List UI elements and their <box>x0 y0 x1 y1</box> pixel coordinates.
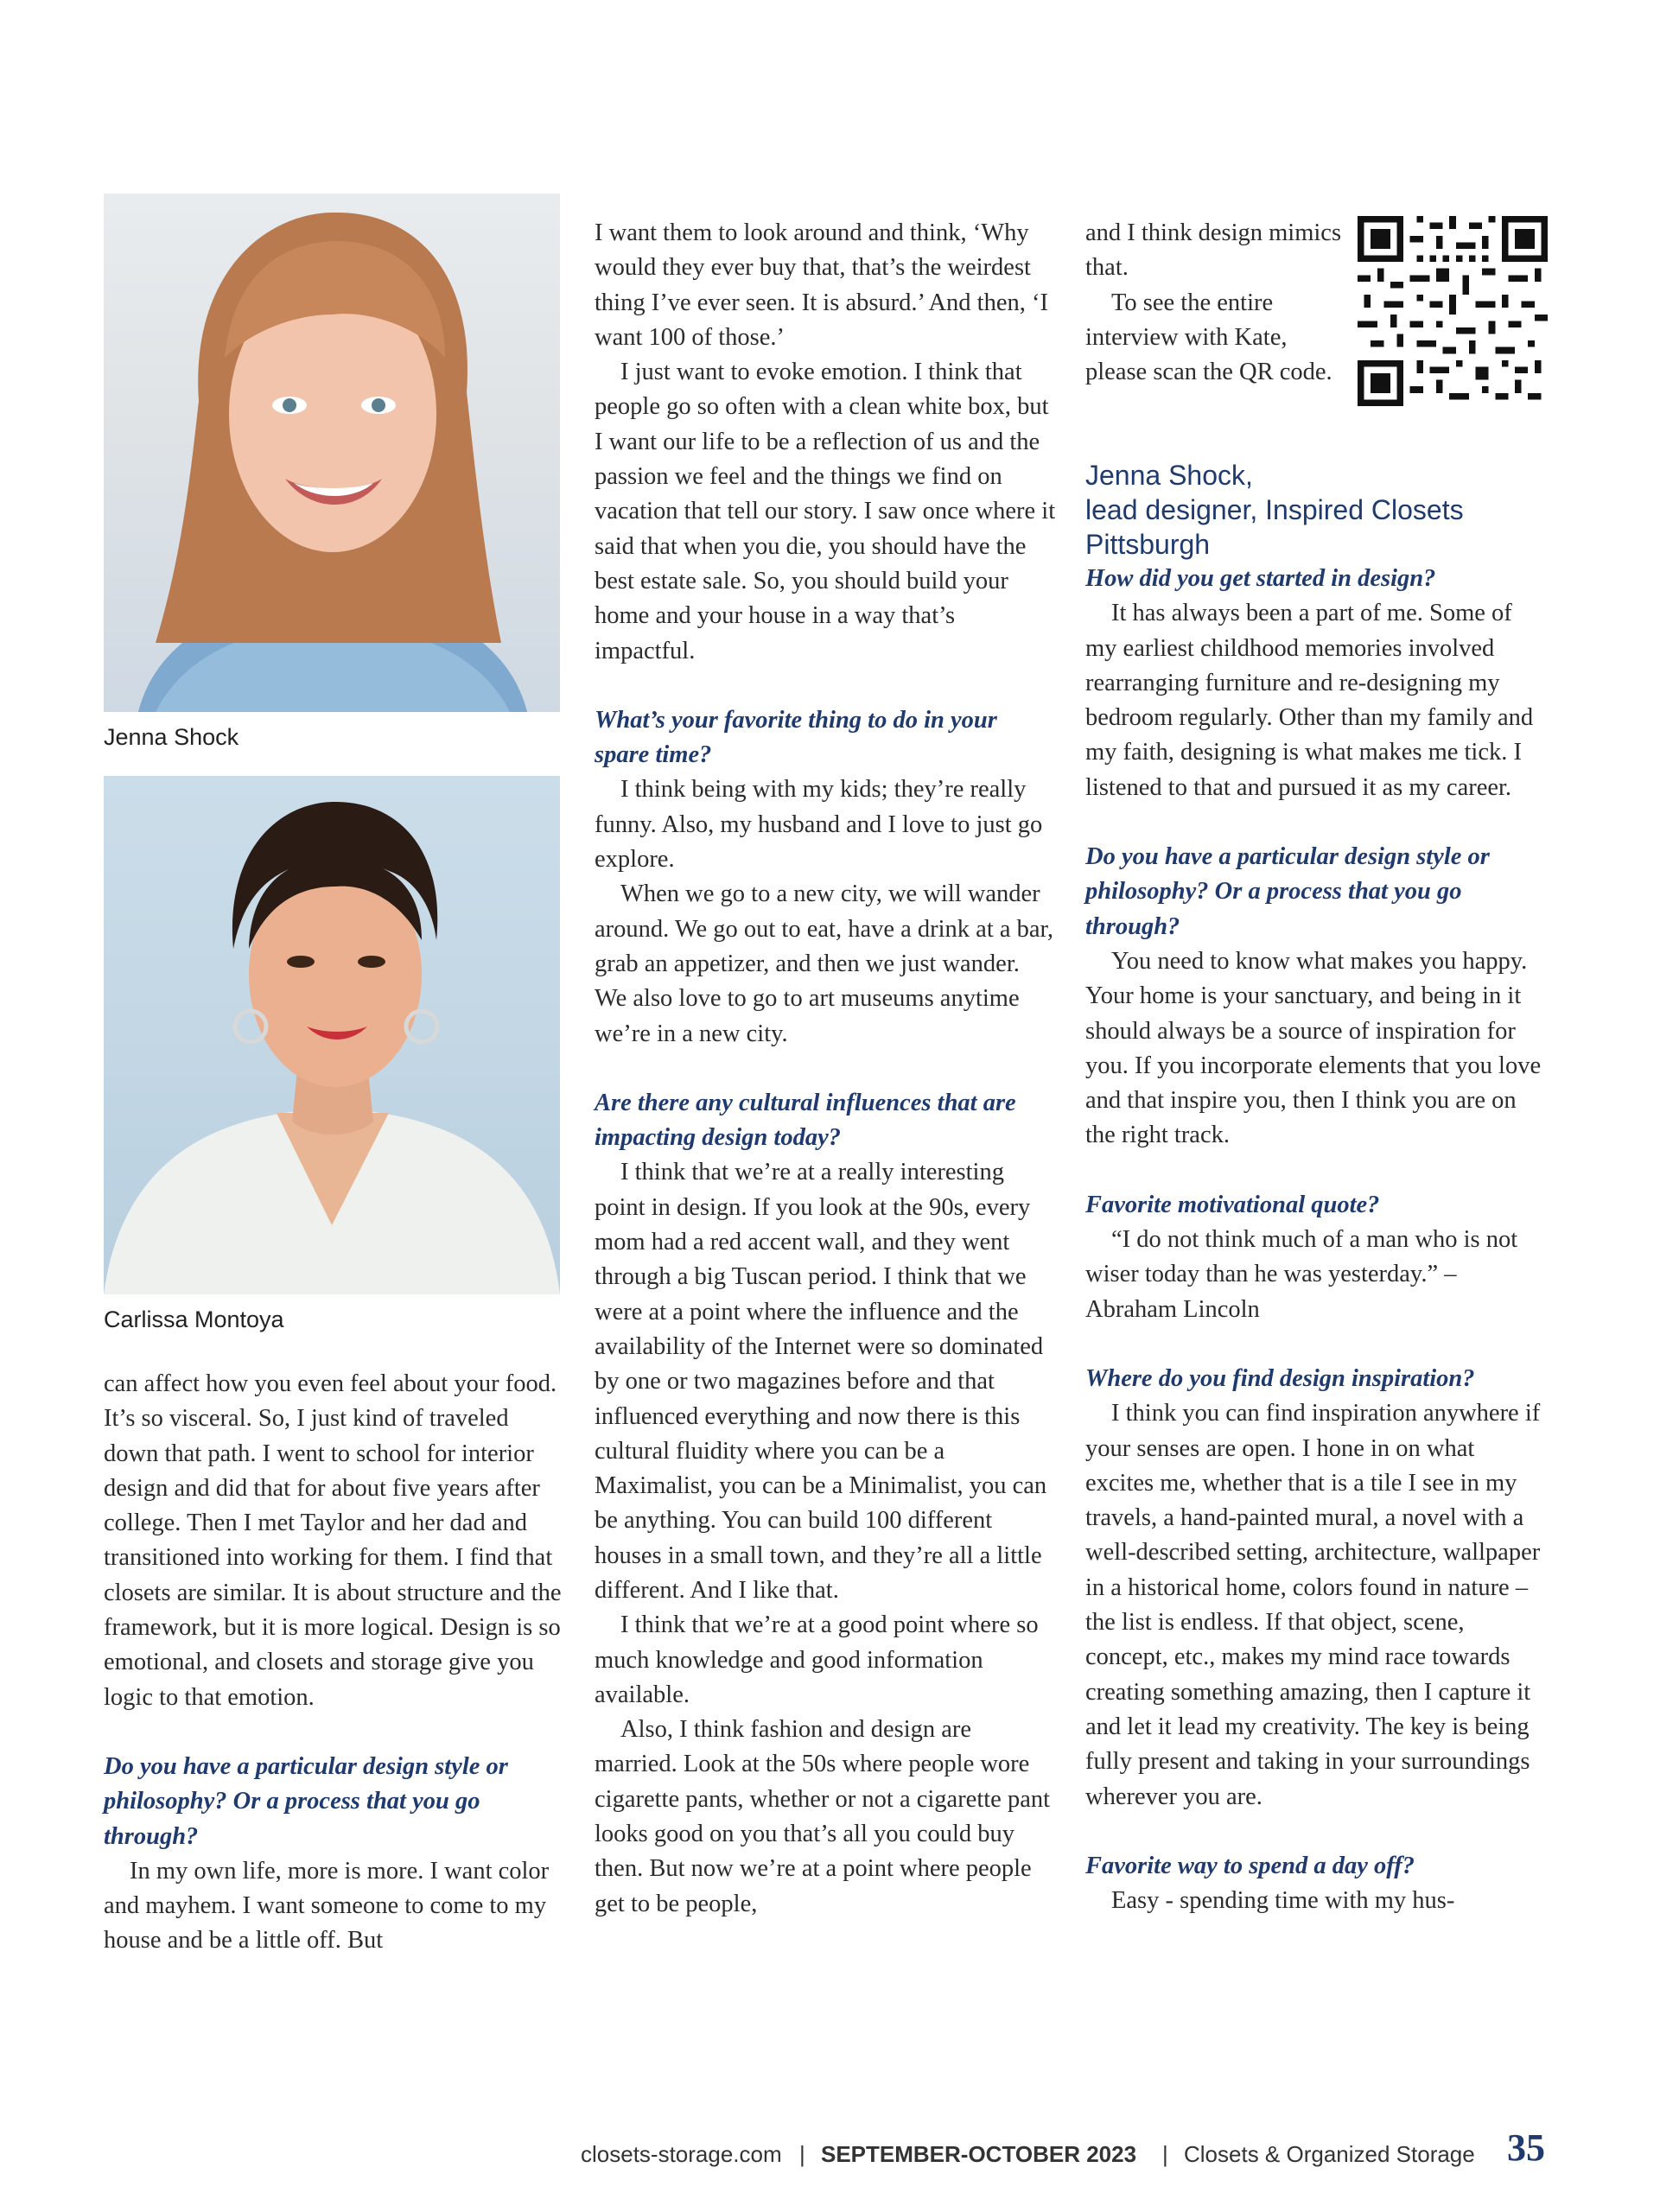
body-paragraph: “I do not think much of a man who is not wiser today than he was yesterday.” – Abraham Lincoln <box>1085 1226 1518 1323</box>
interview-question: What’s your favorite thing to do in your spare time? <box>595 706 997 769</box>
interview-question: Do you have a particular design style or philosophy? Or a process that you go through? <box>104 1752 508 1850</box>
interviewee-name-heading <box>1085 458 1548 562</box>
footer-magazine-name: Closets & Organized Storage <box>1184 2141 1475 2167</box>
portrait-photo-jenna-shock <box>104 194 560 712</box>
body-paragraph: I just want to evoke emotion. I think that people go so often with a clean white box, but I want our life to be a reflection of us and the passion we feel and the things we find on vacation that tell our story. I saw once where it said that when you die, you should have the best estate sale. So, you should build your home and your house in a way that’s impactful. <box>595 359 1056 664</box>
column-1 <box>104 216 566 1959</box>
page-number: 35 <box>1507 2126 1545 2169</box>
body-paragraph: You need to know what makes you happy. Your home is your sanctuary, and being in it should always be a source of inspiration for you. If you incorporate elements that you love and that inspire you, then I think you are on the right track. <box>1085 947 1542 1149</box>
body-paragraph: Also, I think fashion and design are married. Look at the 50s where people wore cigarette pants, whether or not a cigarette pant looks good on you that’s all you could buy then. But now we’re at a point where people get to be people, <box>595 1716 1051 1917</box>
body-paragraph: To see the entire interview with Kate, please scan the QR code. <box>1085 289 1332 386</box>
portrait-photo-carlissa-montoya <box>104 776 560 1294</box>
interview-question: Are there any cultural influences that are impacting design today? <box>595 1089 1016 1152</box>
portrait-illustration <box>104 776 560 1294</box>
column-2 <box>595 216 1057 1922</box>
interview-question: How did you get started in design? <box>1085 565 1436 592</box>
body-paragraph: I want them to look around and think, ‘Why would they ever buy that, that’s the weirdest thing I’ve ever seen. It is absurd.’ And then, ‘I want 100 of those.’ <box>595 219 1048 351</box>
interview-question: Where do you find design inspiration? <box>1085 1364 1475 1392</box>
body-paragraph: I think that we’re at a really interesting point in design. If you look at the 90s, every mom had a red accent wall, and they went through a big Tuscan period. I think that we were at a point where the influence and the availability of the Internet were so dominated by one or two magazines before and that influenced everything and now there is this cultural fluidity where you can be a Maximalist, you can be a Minimalist, you can be anything. You can build 100 different houses in a small town, and they’re all a little different. And I like that. <box>595 1159 1047 1604</box>
body-paragraph: When we go to a new city, we will wander around. We go out to eat, have a drink at a bar, grab an appetizer, and then we just wander. We also love to go to art museums anytime we’re in a new city. <box>595 880 1054 1047</box>
name-line: lead designer, Inspired Closets <box>1085 494 1464 525</box>
body-paragraph: I think you can find inspiration anywhere if your senses are open. I hone in on what excites me, whether that is a tile I see in my travels, a hand-painted mural, a novel with a well-described setting, architecture, wallpaper in a historical home, colors found in nature – the list is endless. If that object, scene, concept, etc., makes my mind race towards creating something amazing, then I capture it and let it lead my creativity. The key is being fully present and taking in your surroundings wherever you are. <box>1085 1400 1541 1810</box>
photo-caption: Carlissa Montoya <box>104 1306 284 1332</box>
body-paragraph: I think being with my kids; they’re really funny. Also, my husband and I love to just go explore. <box>595 776 1043 874</box>
name-line: Pittsburgh <box>1085 529 1211 560</box>
portrait-illustration <box>104 194 560 712</box>
body-paragraph: It has always been a part of me. Some of my earliest childhood memories involved rearranging furniture and re-designing my bedroom regularly. Other than my family and my faith, designing is what makes me tick. I listened to that and pursued it as my career. <box>1085 600 1534 801</box>
column-3 <box>1085 216 1548 1918</box>
body-paragraph: and I think design mimics that. <box>1085 219 1342 282</box>
qr-callout <box>1085 216 1548 423</box>
footer-separator: | <box>1162 2141 1168 2167</box>
interview-question: Favorite way to spend a day off? <box>1085 1852 1415 1879</box>
qr-code-icon[interactable] <box>1358 216 1548 406</box>
body-paragraph: I think that we’re at a good point where so much knowledge and good information available. <box>595 1611 1039 1708</box>
body-paragraph: can affect how you even feel about your food. It’s so visceral. So, I just kind of traveled down that path. I went to school for interior design and did that for about five years after college. Then I met Taylor and her dad and transitioned into working for them. I find that closets are similar. It is about structure and the framework, but it is more logical. Design is so emotional, and closets and storage give you logic to that emotion. <box>104 1370 562 1711</box>
body-paragraph: Easy - spending time with my hus- <box>1111 1887 1455 1915</box>
body-paragraph: In my own life, more is more. I want color and mayhem. I want someone to come to my house and be a little off. But <box>104 1857 550 1955</box>
interview-question: Favorite motivational quote? <box>1085 1191 1380 1218</box>
photo-caption: Jenna Shock <box>104 724 239 750</box>
footer-website-link[interactable]: closets-storage.com <box>581 2141 782 2167</box>
footer-separator: | <box>799 2141 805 2167</box>
name-line: Jenna Shock, <box>1085 460 1253 491</box>
footer-issue-date: SEPTEMBER-OCTOBER 2023 <box>821 2141 1137 2167</box>
interview-question: Do you have a particular design style or philosophy? Or a process that you go through? <box>1085 843 1490 940</box>
